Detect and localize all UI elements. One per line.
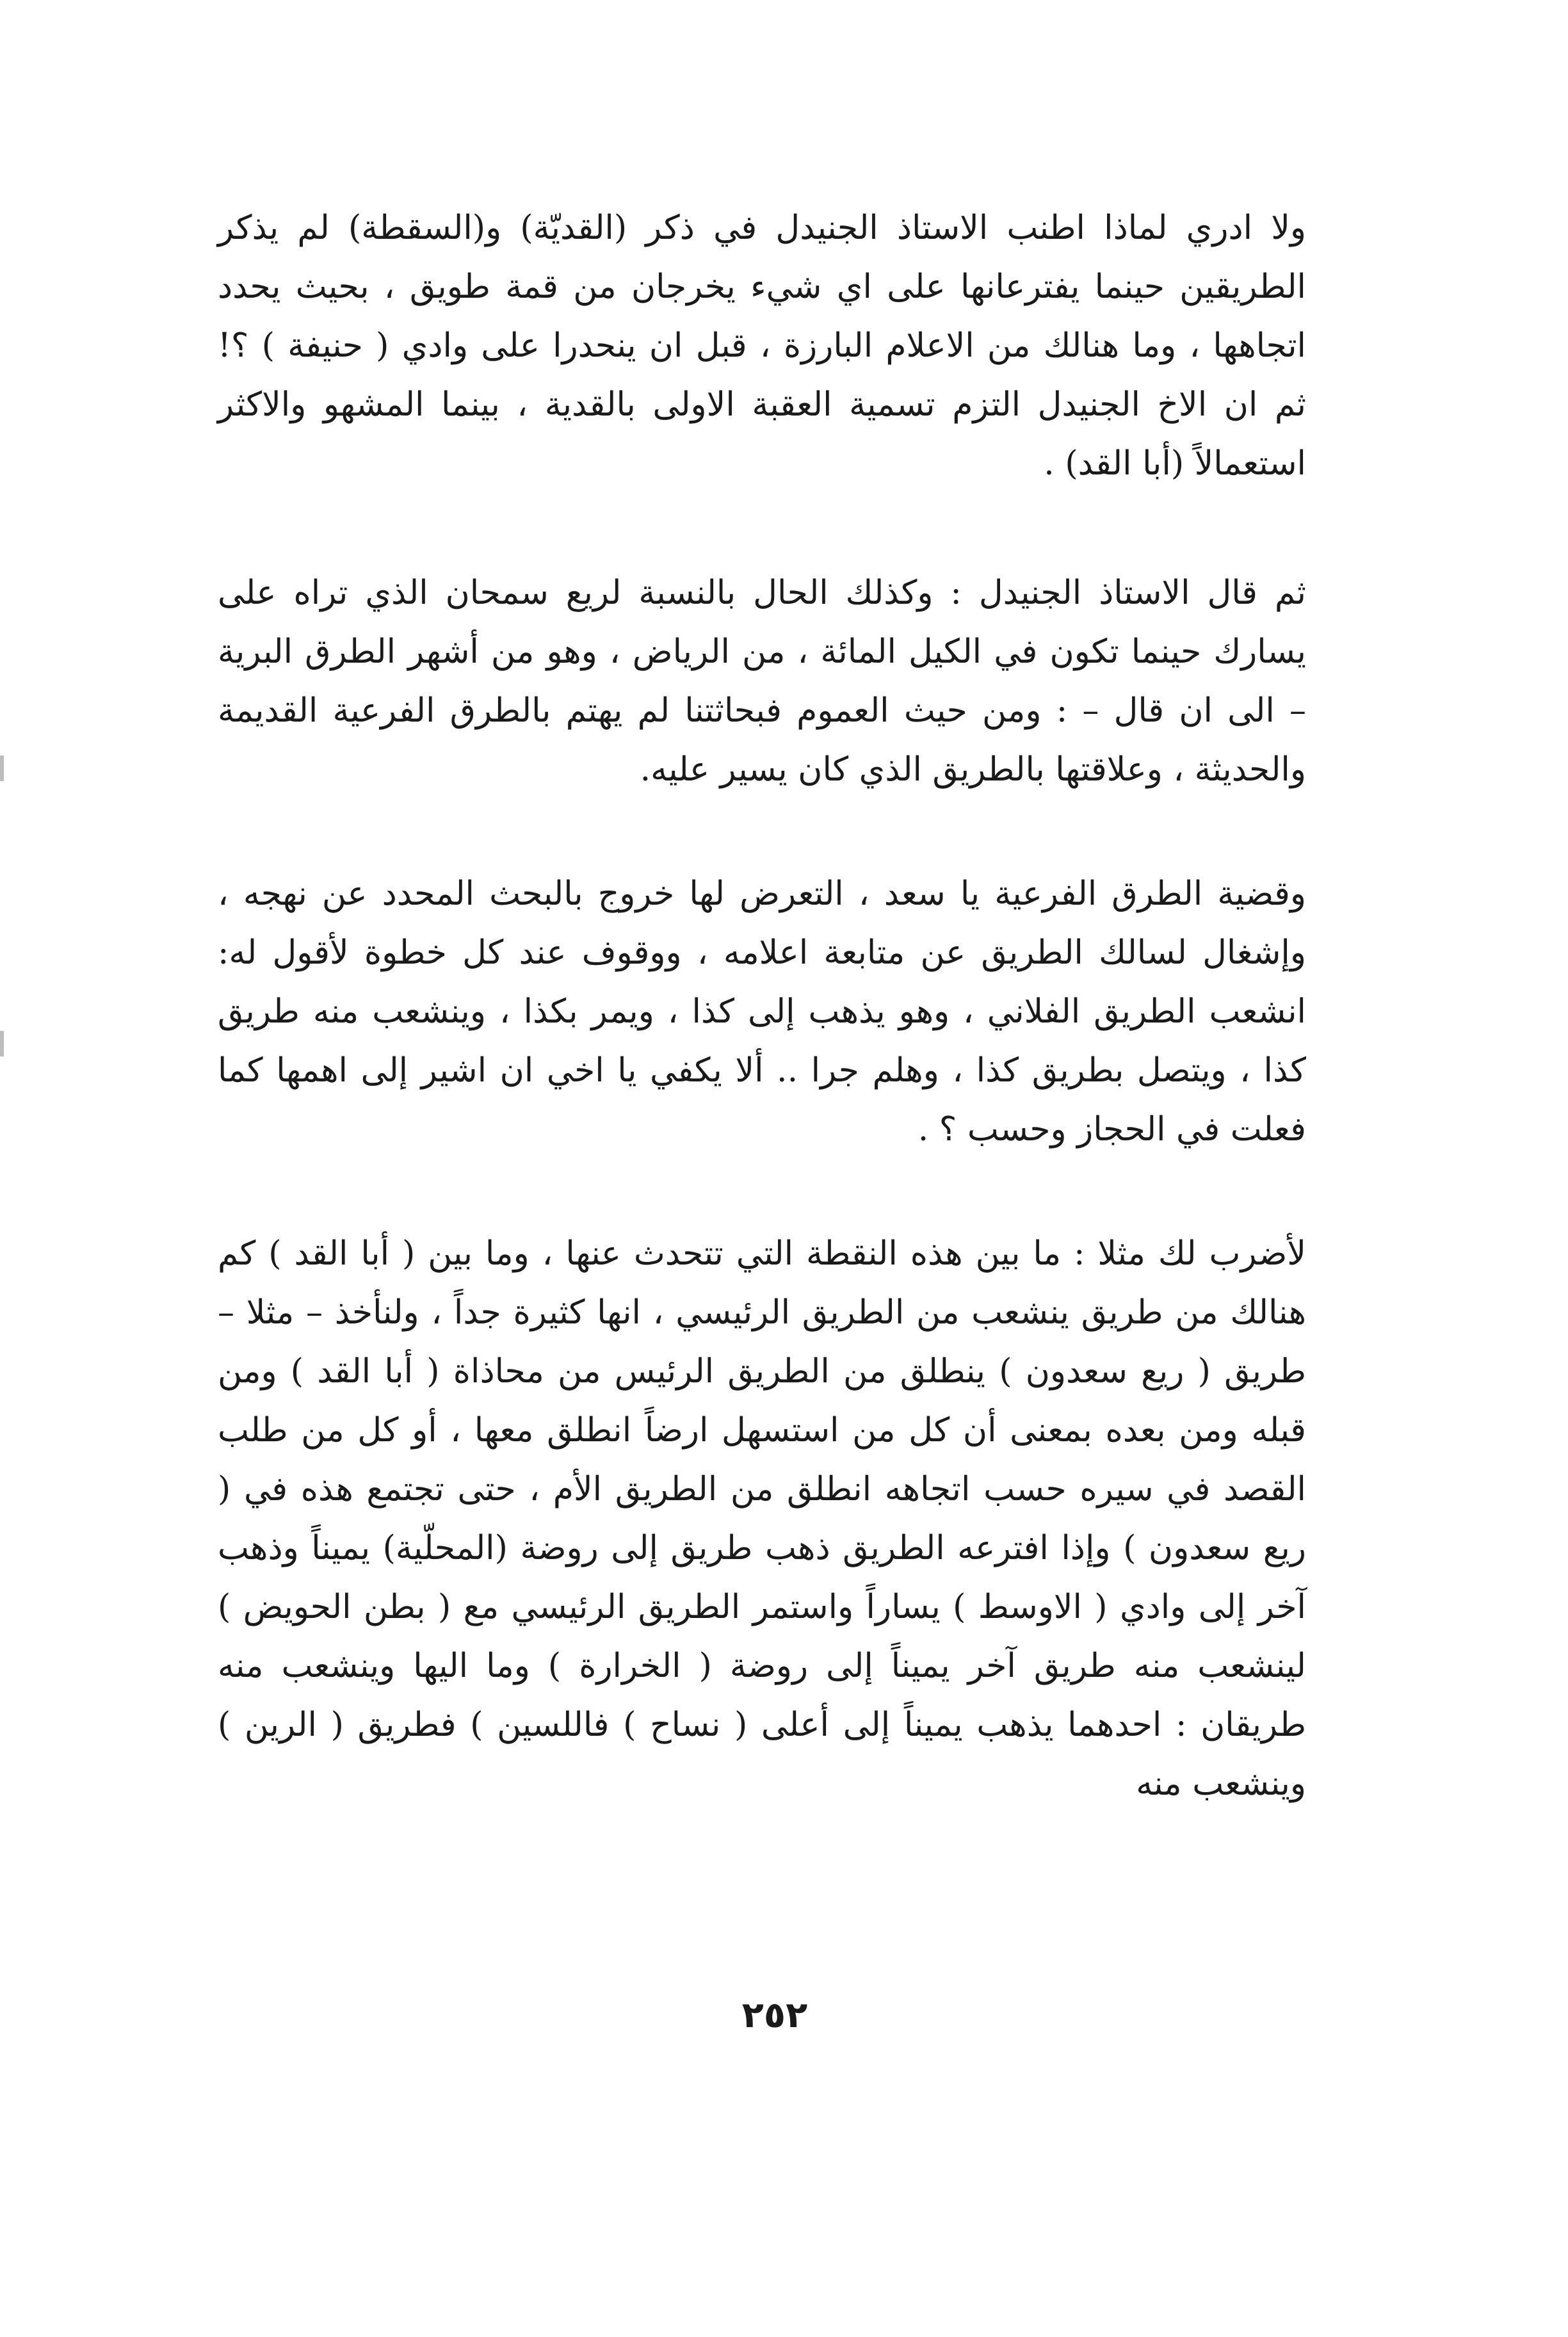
paragraph-3: وقضية الطرق الفرعية يا سعد ، التعرض لها خروج بالبحث المحدد عن نهجه ، وإشغال لسالك الطريق عن متابعة اعلامه ، ووقوف عند كل خطوة لأقول له: انشعب الطريق الفلاني ، وهو يذهب إلى كذا ، ويمر بكذا ، وينشعب منه طريق كذا ، ويتصل بطريق كذا ، وهلم جرا .. ألا يكفي يا اخي ان اشير إلى اهمها كما فعلت في الحجاز وحسب ؟ . <box>218 875 1306 1149</box>
scan-margin-mark <box>0 756 4 781</box>
paragraph-2: ثم قال الاستاذ الجنيدل : وكذلك الحال بالنسبة لريع سمحان الذي تراه على يسارك حينما تكون في الكيل المائة ، من الرياض ، وهو من أشهر الطرق البرية – الى ان قال – : ومن حيث العموم فبحاثتنا لم يهتم بالطرق الفرعية القديمة والحديثة ، وعلاقتها بالطريق الذي كان يسير عليه. <box>218 574 1307 789</box>
paragraph-4: لأضرب لك مثلا : ما بين هذه النقطة التي تتحدث عنها ، وما بين ( أبا القد ) كم هنالك من طريق ينشعب من الطريق الرئيسي ، انها كثيرة جداً ، ولنأخذ – مثلا – طريق ( ريع سعدون ) ينطلق من الطريق الرئيس من محاذاة ( أبا القد ) ومن قبله ومن بعده بمعنى أن كل من استسهل ارضاً انطلق معها ، أو كل من طلب القصد في سيره حسب اتجاهه انطلق من الطريق الأم ، حتى تجتمع هذه في ( ريع سعدون ) وإذا افترعه الطريق ذهب طريق إلى روضة (المحلّية) يميناً وذهب آخر إلى وادي ( الاوسط ) يساراً واستمر الطريق الرئيسي مع ( بطن الحويض ) لينشعب منه طريق آخر يميناً إلى روضة ( الخرارة ) وما اليها وينشعب منه طريقان : احدهما يذهب يميناً إلى أعلى ( نساح ) فاللسين ) فطريق ( الرين ) وينشعب منه <box>218 1234 1307 1803</box>
page-number: ٢٥٢ <box>741 1994 808 2036</box>
body-text <box>218 198 1306 1813</box>
paragraph-1: ولا ادري لماذا اطنب الاستاذ الجنيدل في ذكر (القديّة) و(السقطة) لم يذكر الطريقين حينما يفترعانها على اي شيء يخرجان من قمة طويق ، بحيث يحدد اتجاهها ، وما هنالك من الاعلام البارزة ، قبل ان ينحدرا على وادي ( حنيفة ) ؟! ثم ان الاخ الجنيدل التزم تسمية العقبة الاولى بالقدية ، بينما المشهو والاكثر استعمالاً (أبا القد) . <box>218 209 1306 483</box>
scan-margin-mark <box>0 1031 4 1056</box>
